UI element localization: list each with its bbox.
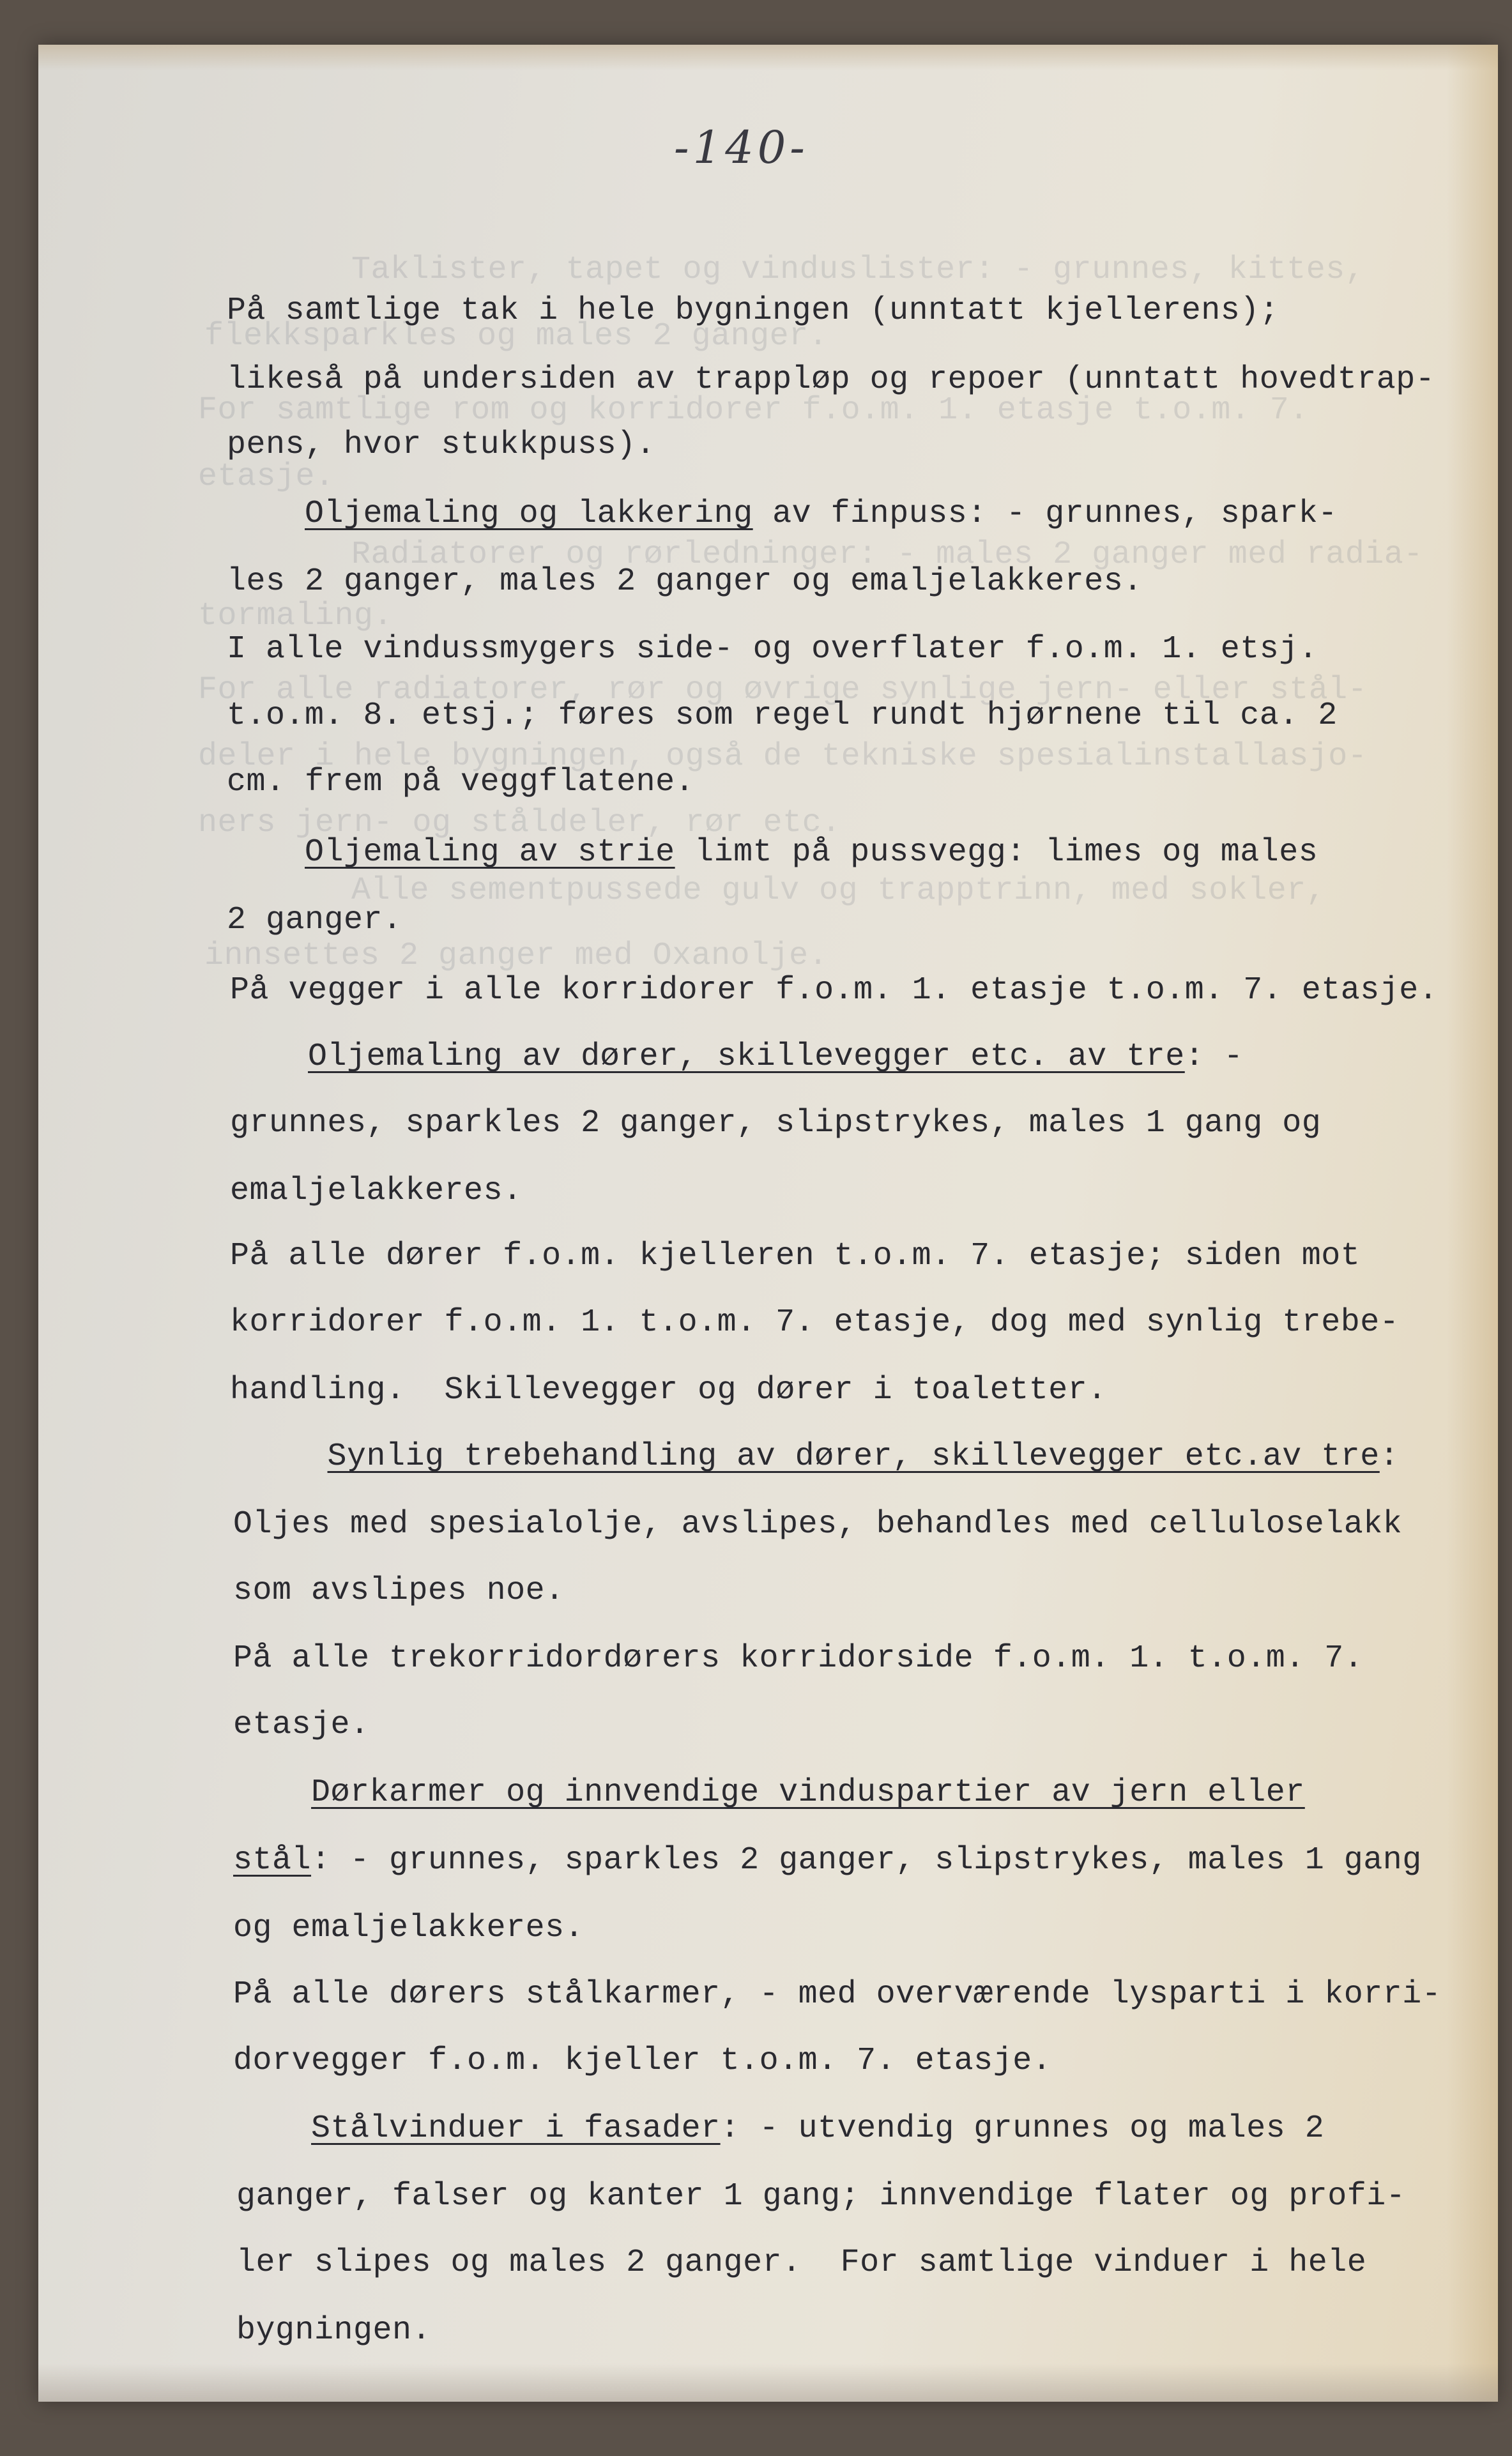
text-line: handling. Skillevegger og dører i toaletter.: [230, 1372, 1107, 1408]
ghost-line: innsettes 2 ganger med Oxanolje.: [204, 938, 829, 974]
section-heading: stål: [233, 1842, 312, 1879]
ghost-line: deler i hele bygningen, også de tekniske spesialinstallasjo-: [198, 738, 1368, 775]
section-heading: Synlig trebehandling av dører, skillevegger etc.av tre: [327, 1438, 1380, 1475]
text-line: Oljes med spesialolje, avslipes, behandles med celluloselakk: [233, 1506, 1403, 1543]
paper-top-edge: [38, 45, 1498, 70]
text-line: likeså på undersiden av trappløp og repoer (unntatt hovedtrap-: [227, 362, 1435, 398]
text-line: t.o.m. 8. etsj.; føres som regel rundt hjørnene til ca. 2: [227, 698, 1338, 734]
section-heading: Oljemaling og lakkering: [305, 496, 753, 532]
text-line: På vegger i alle korridorer f.o.m. 1. etasje t.o.m. 7. etasje.: [230, 972, 1439, 1009]
text-line: les 2 ganger, males 2 ganger og emaljelakkeres.: [227, 563, 1143, 600]
ghost-line: tormaling.: [198, 598, 393, 634]
text-line: cm. frem på veggflatene.: [227, 764, 695, 800]
text-line: På samtlige tak i hele bygningen (unntatt kjellerens);: [227, 293, 1279, 329]
text-line: ler slipes og males 2 ganger. For samtlige vinduer i hele: [236, 2245, 1367, 2281]
section-heading: Oljemaling av dører, skillevegger etc. av tre: [308, 1039, 1185, 1075]
text-line: På alle dørers stålkarmer, - med overværende lysparti i korri-: [233, 1976, 1442, 2013]
ghost-line: ners jern- og ståldeler, rør etc.: [198, 805, 841, 841]
section-heading: Stålvinduer i fasader: [311, 2110, 721, 2147]
ghost-line: For samtlige rom og korridorer f.o.m. 1. etasje t.o.m. 7.: [198, 392, 1309, 429]
text-line: korridorer f.o.m. 1. t.o.m. 7. etasje, dog med synlig trebe-: [230, 1304, 1400, 1341]
ghost-line: etasje.: [198, 459, 335, 495]
ghost-line: For alle radiatorer, rør og øvrige synlige jern- eller stål-: [198, 672, 1368, 708]
text-line: Oljemaling og lakkering av finpuss: - grunnes, spark-: [305, 496, 1338, 532]
text-line: ganger, falser og kanter 1 gang; innvendige flater og profi-: [236, 2178, 1406, 2215]
paper-bottom-edge: [38, 2363, 1498, 2402]
text-line: emaljelakkeres.: [230, 1173, 523, 1209]
text-line: grunnes, sparkles 2 ganger, slipstrykes, males 1 gang og: [230, 1105, 1322, 1141]
text-line: Stålvinduer i fasader: - utvendig grunnes og males 2: [311, 2110, 1325, 2147]
text-line: bygningen.: [236, 2312, 432, 2349]
page-number: -140-: [674, 121, 809, 174]
ghost-line: Alle sementpussede gulv og trapptrinn, med sokler,: [351, 873, 1326, 909]
text-line: I alle vindussmygers side- og overflater f.o.m. 1. etsj.: [227, 631, 1318, 667]
text-line: dorvegger f.o.m. kjeller t.o.m. 7. etasje.: [233, 2043, 1052, 2079]
paper-right-edge: [1447, 45, 1498, 2402]
text-line: Oljemaling av strie limt på pussvegg: limes og males: [305, 834, 1318, 871]
text-line: Oljemaling av dører, skillevegger etc. av tre: -: [308, 1039, 1244, 1075]
text-line: pens, hvor stukkpuss).: [227, 427, 656, 463]
text-line: [233, 1774, 1305, 1811]
text-line: 2 ganger.: [227, 902, 402, 938]
text-line: På alle trekorridordørers korridorside f.o.m. 1. t.o.m. 7.: [233, 1640, 1364, 1677]
ghost-line: flekksparkles og males 2 ganger.: [204, 318, 829, 355]
section-heading: Oljemaling av strie: [305, 834, 675, 871]
text-line: som avslipes noe.: [233, 1573, 565, 1609]
text-line: På alle dører f.o.m. kjelleren t.o.m. 7. etasje; siden mot: [230, 1238, 1361, 1274]
ghost-line: Radiatorer og rørledninger: - males 2 ganger med radia-: [351, 537, 1423, 573]
text-line: og emaljelakkeres.: [233, 1910, 584, 1946]
text-line: etasje.: [233, 1707, 370, 1743]
ghost-line: Taklister, tapet og vinduslister: - grunnes, kittes,: [351, 252, 1365, 288]
section-heading: Dørkarmer og innvendige vinduspartier av jern eller: [311, 1774, 1305, 1811]
text-line: Synlig trebehandling av dører, skillevegger etc.av tre:: [327, 1438, 1400, 1475]
text-line: stål: - grunnes, sparkles 2 ganger, slipstrykes, males 1 gang: [233, 1842, 1422, 1879]
